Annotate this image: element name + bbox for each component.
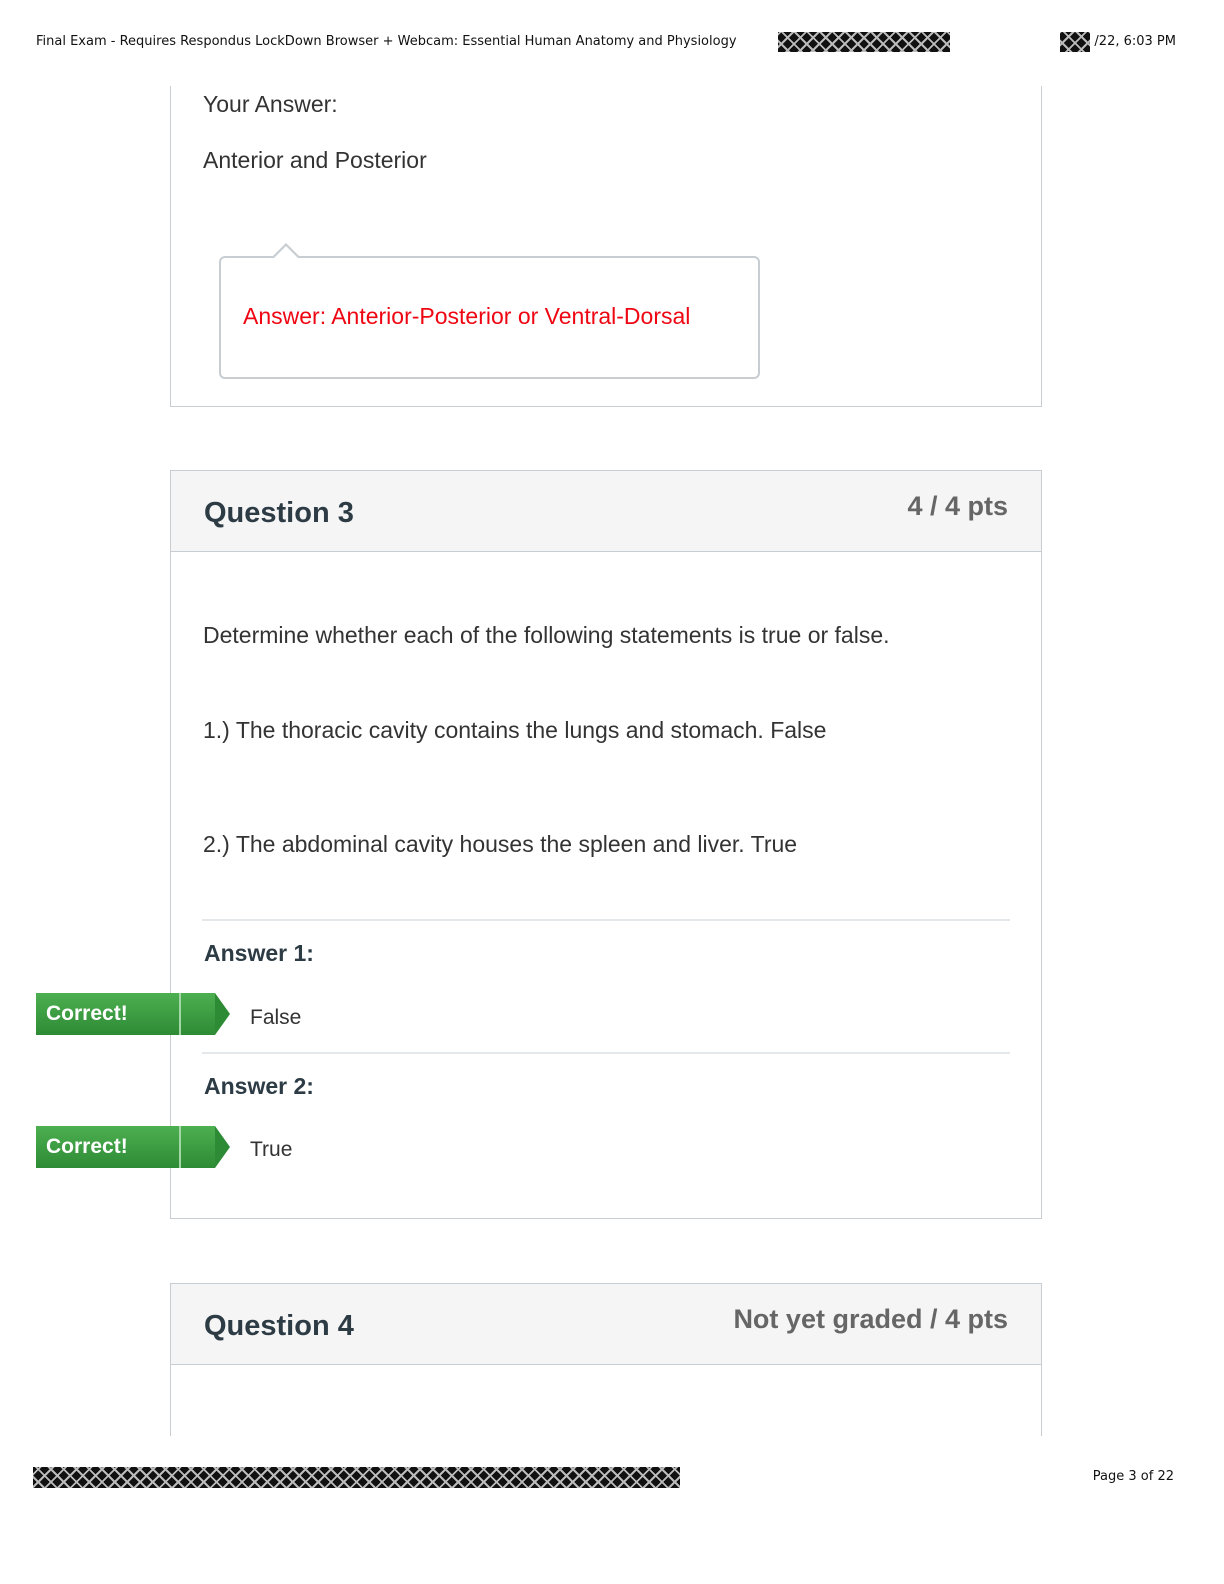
answer-divider — [202, 1052, 1010, 1054]
question-3-statement-1: 1.) The thoracic cavity contains the lungs and stomach. False — [203, 717, 827, 743]
correct-badge — [36, 1126, 194, 1168]
question-3-header — [171, 471, 1041, 552]
question-4-header — [171, 1284, 1041, 1365]
page-number: Page 3 of 22 — [1092, 1469, 1174, 1484]
redacted-block — [1060, 32, 1090, 52]
correct-answer-text: Answer: Anterior-Posterior or Ventral-Dorsal — [243, 303, 691, 329]
question-3-statement-2: 2.) The abdominal cavity houses the spleen and liver. True — [203, 831, 798, 857]
question-3-prompt: Determine whether each of the following statements is true or false. — [203, 622, 890, 648]
answer-2-value: True — [250, 1138, 293, 1161]
answer-1-value: False — [250, 1006, 302, 1029]
redacted-block — [778, 32, 950, 52]
question-4-title: Question 4 — [204, 1310, 354, 1342]
your-answer-text: Anterior and Posterior — [203, 147, 427, 173]
correct-badge-label: Correct! — [46, 1002, 128, 1025]
print-header-title: Final Exam - Requires Respondus LockDown Browser + Webcam: Essential Human Anatomy and Physiology — [36, 34, 737, 49]
question-3-points: 4 / 4 pts — [907, 491, 1008, 521]
answer-2-label: Answer 2: — [204, 1073, 314, 1099]
print-header-date: /22, 6:03 PM — [1094, 34, 1176, 49]
your-answer-label: Your Answer: — [203, 91, 338, 117]
question-3-title: Question 3 — [204, 497, 354, 529]
correct-answer-tooltip — [219, 256, 760, 379]
question-4-points: Not yet graded / 4 pts — [733, 1304, 1008, 1334]
question-4-box — [170, 1283, 1042, 1436]
correct-badge-label: Correct! — [46, 1135, 128, 1158]
correct-badge — [36, 993, 194, 1035]
answer-1-label: Answer 1: — [204, 940, 314, 966]
answer-divider — [202, 919, 1010, 921]
redacted-url — [33, 1467, 680, 1488]
